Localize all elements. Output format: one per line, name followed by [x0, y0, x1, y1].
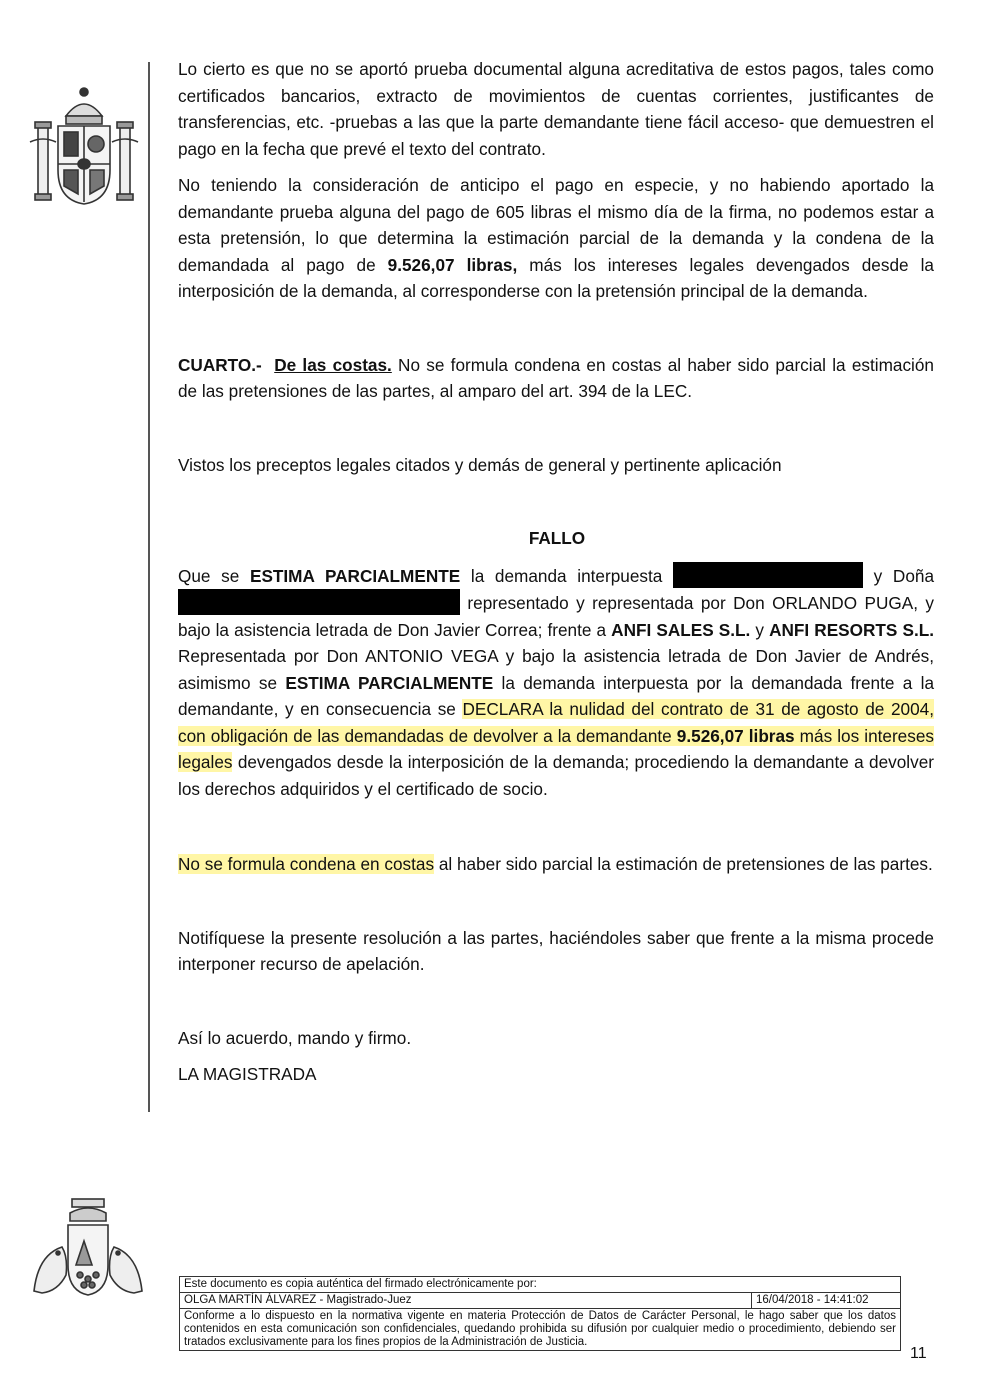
- signer-title: LA MAGISTRADA: [178, 1064, 317, 1084]
- document-body: [178, 56, 934, 1088]
- text-segment: más los intereses legales devengados desde la interposición de la demanda, al corresponderse con la pretensión principal de la demanda.: [178, 254, 934, 301]
- text-segment: devengados desde la interposición de la demanda; procediendo la demandante a devolver los derechos adquiridos y el certificado de socio.: [178, 752, 934, 799]
- spain-coat-of-arms-icon: [28, 78, 140, 208]
- text-segment: representado y representada por Don ORLANDO PUGA, y bajo la asistencia letrada de Don Javier Correa; frente a: [178, 593, 934, 640]
- highlight-declara: DECLARA la nulidad del contrato de 31 de agosto de 2004, con obligación de las demandadas de devolver a la demandante: [178, 699, 934, 746]
- fallo-title: FALLO: [528, 528, 586, 548]
- paragraph-pruebas: Lo cierto es que no se aportó prueba documental alguna acreditativa de estos pagos, tales como certificados bancarios, extracto de movimientos de cuentas corrientes, justificantes de transferencias, etc. -pruebas a las que la parte demandante tiene fácil acceso- que demuestren el pago en la fecha que prevé el texto del contrato.: [178, 59, 934, 159]
- page-number: 11: [910, 1345, 927, 1362]
- highlight-costas: No se formula condena en costas: [178, 854, 435, 874]
- text-segment: la demanda interpuesta: [460, 565, 673, 586]
- paragraph-notificacion: Notifíquese la presente resolución a las partes, haciéndoles saber que frente a la misma procede interponer recurso de apelación.: [178, 927, 934, 974]
- certificate-signer-row: [180, 1293, 900, 1309]
- estima-parcialmente-bold: ESTIMA PARCIALMENTE: [285, 672, 494, 693]
- section-subheading: De las costas.: [274, 354, 392, 375]
- party-anfi-resorts: ANFI RESORTS S.L.: [769, 619, 934, 640]
- electronic-signature-box: [179, 1276, 901, 1351]
- redaction-box: [673, 562, 863, 588]
- redaction-box: [178, 589, 460, 615]
- highlight-amount: 9.526,07 libras: [676, 725, 795, 746]
- paragraph-estimacion-parcial: [178, 172, 934, 305]
- text-segment: la demanda interpuesta por la demandada frente a la demandante, y en consecuencia se: [178, 672, 934, 719]
- highlight-intereses: más los intereses legales: [178, 725, 934, 772]
- canary-islands-coat-of-arms-icon: [28, 1195, 148, 1303]
- signer-name: OLGA MARTÍN ÁLVAREZ - Magistrado-Juez: [180, 1293, 752, 1308]
- paragraph-cuarto-costas: [178, 352, 934, 405]
- section-heading: CUARTO.-: [178, 354, 262, 375]
- amount-bold: 9.526,07 libras,: [387, 254, 518, 275]
- text-segment: No se formula condena en costas al haber sido parcial la estimación de las pretensiones de las partes, al amparo del art. 394 de la LEC.: [178, 354, 934, 401]
- text-segment: y Doña: [862, 565, 934, 586]
- text-segment: y: [750, 619, 770, 640]
- text-segment: al haber sido parcial la estimación de pretensiones de las partes.: [434, 854, 933, 874]
- certificate-header: Este documento es copia auténtica del firmado electrónicamente por:: [180, 1277, 900, 1293]
- closing-formula: Así lo acuerdo, mando y firmo.: [178, 1027, 412, 1048]
- paragraph-fallo: [178, 562, 934, 803]
- party-anfi-sales: ANFI SALES S.L.: [611, 619, 751, 640]
- estima-parcialmente-bold: ESTIMA PARCIALMENTE: [249, 565, 461, 586]
- text-segment: Representada por Don ANTONIO VEGA y bajo la asistencia letrada de Don Javier de Andrés, asimismo se: [178, 646, 934, 693]
- text-segment: Que se: [178, 565, 250, 586]
- margin-rule: [148, 62, 150, 1112]
- text-segment: No teniendo la consideración de anticipo el pago en especie, y no habiendo aportado la demandante prueba alguna del pago de 605 libras el mismo día de la firma, no podemos estar a esta pretensión, lo que determina la estimación parcial de la demanda y la condena de la demandada al pago de: [178, 175, 934, 275]
- paragraph-vistos: Vistos los preceptos legales citados y demás de general y pertinente aplicación: [178, 454, 782, 475]
- signature-timestamp: 16/04/2018 - 14:41:02: [756, 1294, 869, 1306]
- paragraph-costas: [178, 851, 934, 878]
- privacy-notice: Conforme a lo dispuesto en la normativa vigente en materia Protección de Datos de Carácter Personal, le hago saber que los datos contenidos en esta comunicación son confidenciales, quedando prohibida su difusión por cualquier medio o procedimiento, debiendo ser tratados exclusivamente para los fines propios de la Administración de Justicia.: [184, 1310, 896, 1348]
